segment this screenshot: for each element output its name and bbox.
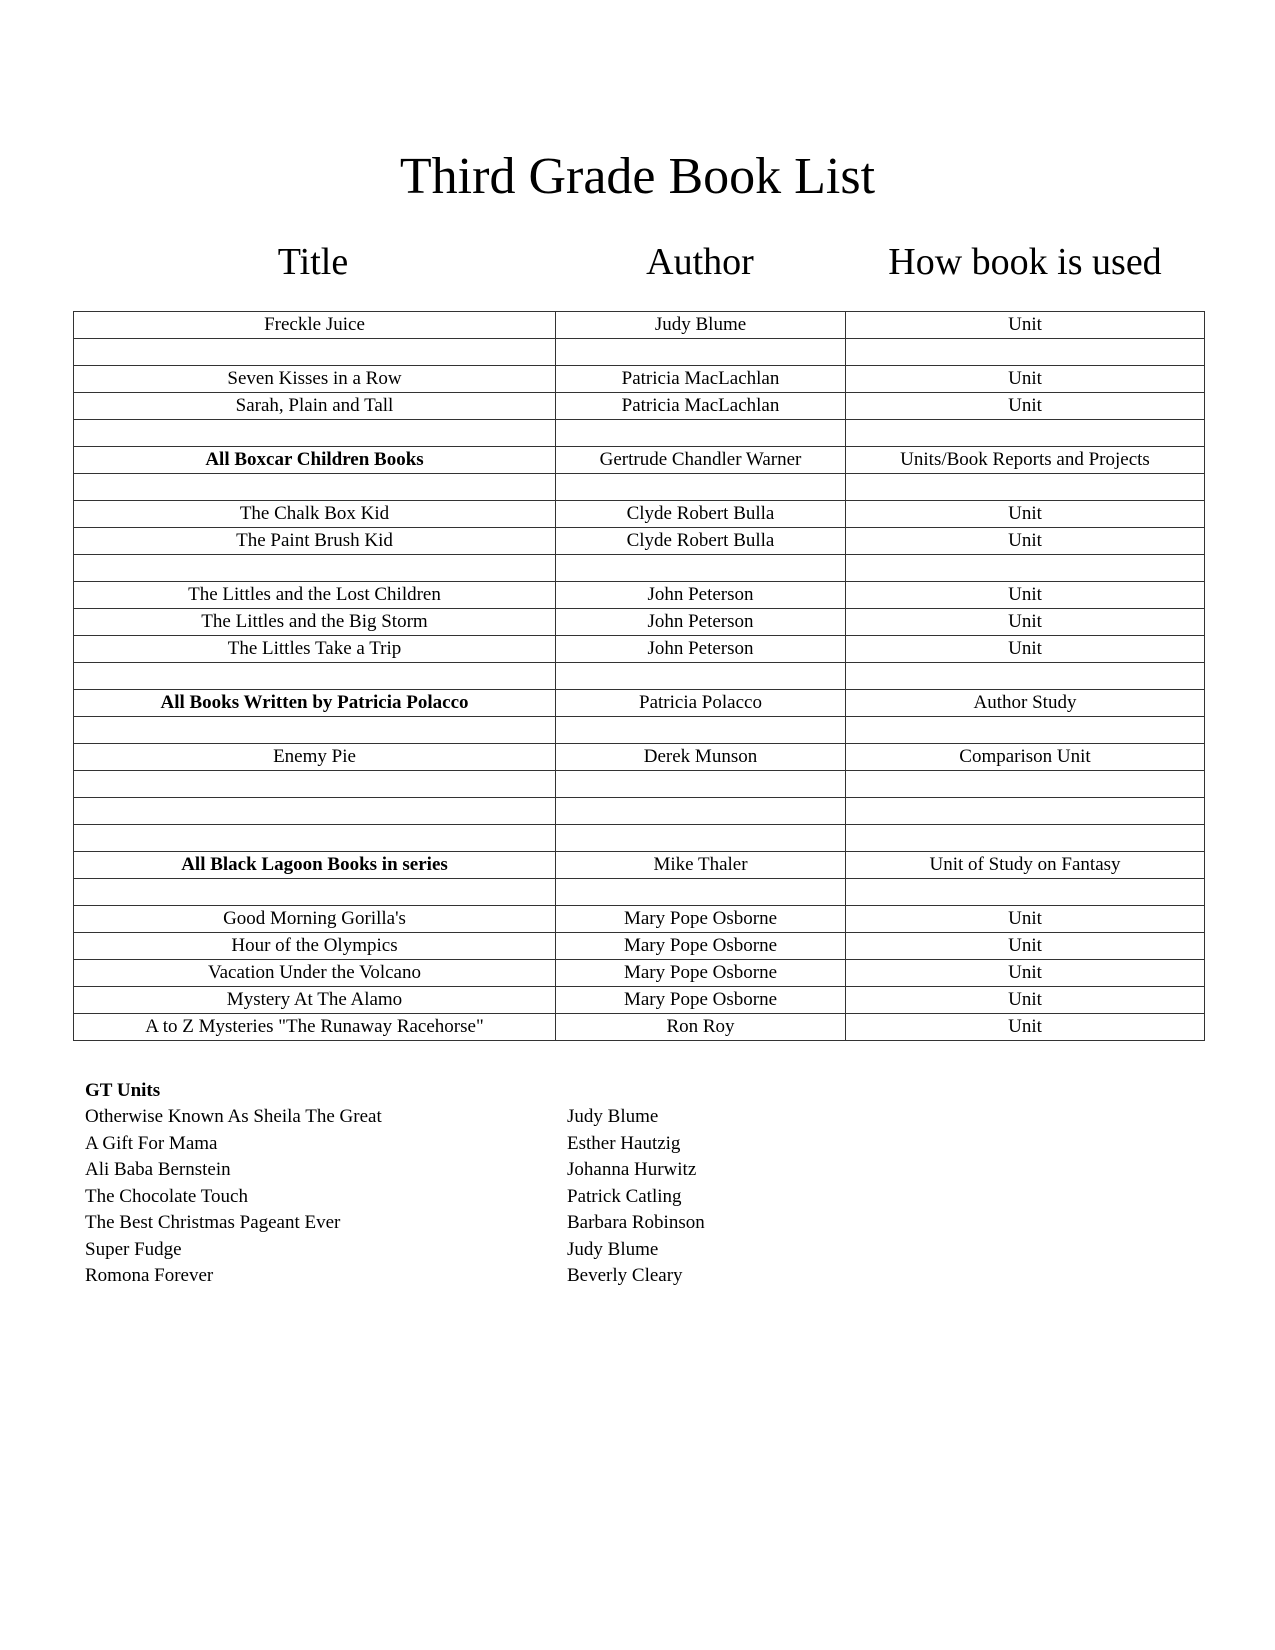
cell-author (556, 474, 846, 501)
list-item (85, 1210, 785, 1237)
table-row (74, 960, 1205, 987)
gt-units-section (85, 1078, 785, 1290)
cell-author (556, 339, 846, 366)
table-row (74, 339, 1205, 366)
cell-author (556, 879, 846, 906)
table-row (74, 771, 1205, 798)
cell-author: Mike Thaler (556, 852, 846, 879)
cell-title: Mystery At The Alamo (74, 987, 556, 1014)
cell-author (556, 420, 846, 447)
gt-units-heading: GT Units (85, 1080, 161, 1101)
gt-book-title: Otherwise Known As Sheila The Great (85, 1106, 382, 1127)
table-row (74, 528, 1205, 555)
cell-title: The Littles and the Big Storm (74, 609, 556, 636)
cell-how-used (846, 825, 1205, 852)
cell-title: A to Z Mysteries "The Runaway Racehorse" (74, 1014, 556, 1041)
cell-author: Patricia MacLachlan (556, 366, 846, 393)
cell-title: The Littles Take a Trip (74, 636, 556, 663)
table-row (74, 987, 1205, 1014)
cell-author: Clyde Robert Bulla (556, 501, 846, 528)
cell-author: John Peterson (556, 636, 846, 663)
gt-book-title: Ali Baba Bernstein (85, 1159, 231, 1180)
table-row (74, 582, 1205, 609)
cell-how-used: Unit (846, 987, 1205, 1014)
cell-author: Patricia Polacco (556, 690, 846, 717)
cell-how-used: Unit (846, 636, 1205, 663)
cell-how-used: Unit (846, 609, 1205, 636)
cell-how-used: Unit of Study on Fantasy (846, 852, 1205, 879)
gt-book-title: Romona Forever (85, 1265, 214, 1286)
cell-title (74, 798, 556, 825)
table-row (74, 717, 1205, 744)
cell-how-used (846, 663, 1205, 690)
cell-author: John Peterson (556, 609, 846, 636)
cell-author (556, 771, 846, 798)
cell-how-used (846, 555, 1205, 582)
cell-author: Derek Munson (556, 744, 846, 771)
cell-how-used: Unit (846, 312, 1205, 339)
gt-book-author: Patrick Catling (567, 1185, 682, 1207)
cell-title: The Littles and the Lost Children (74, 582, 556, 609)
cell-title: Vacation Under the Volcano (74, 960, 556, 987)
cell-how-used (846, 798, 1205, 825)
table-row (74, 636, 1205, 663)
table-row (74, 312, 1205, 339)
table-row (74, 825, 1205, 852)
gt-book-title: The Best Christmas Pageant Ever (85, 1212, 341, 1233)
cell-how-used: Unit (846, 906, 1205, 933)
gt-units-list (85, 1104, 785, 1290)
gt-book-author: Barbara Robinson (567, 1212, 705, 1233)
cell-title (74, 555, 556, 582)
list-item (85, 1184, 785, 1211)
cell-how-used: Unit (846, 393, 1205, 420)
cell-title (74, 339, 556, 366)
table-row (74, 744, 1205, 771)
table-row (74, 366, 1205, 393)
table-row (74, 609, 1205, 636)
cell-title: Hour of the Olympics (74, 933, 556, 960)
table-row (74, 933, 1205, 960)
cell-title: The Paint Brush Kid (74, 528, 556, 555)
table-row (74, 879, 1205, 906)
cell-title: Freckle Juice (74, 312, 556, 339)
gt-book-title: Super Fudge (85, 1238, 182, 1260)
table-row (74, 501, 1205, 528)
table-row (74, 663, 1205, 690)
cell-how-used: Unit (846, 366, 1205, 393)
cell-author: Clyde Robert Bulla (556, 528, 846, 555)
cell-title (74, 663, 556, 690)
cell-how-used: Unit (846, 528, 1205, 555)
table-row (74, 447, 1205, 474)
cell-title (74, 717, 556, 744)
cell-author: Mary Pope Osborne (556, 933, 846, 960)
cell-how-used: Units/Book Reports and Projects (846, 447, 1205, 474)
gt-book-author: Esther Hautzig (567, 1132, 681, 1154)
book-table (73, 311, 1205, 1041)
cell-how-used: Unit (846, 933, 1205, 960)
cell-how-used (846, 474, 1205, 501)
cell-title: All Boxcar Children Books (74, 447, 556, 474)
cell-how-used: Unit (846, 501, 1205, 528)
list-item (85, 1157, 785, 1184)
cell-title (74, 474, 556, 501)
table-row (74, 420, 1205, 447)
table-row (74, 798, 1205, 825)
table-row (74, 906, 1205, 933)
cell-title: The Chalk Box Kid (74, 501, 556, 528)
table-row (74, 1014, 1205, 1041)
cell-title: Enemy Pie (74, 744, 556, 771)
list-item (85, 1263, 785, 1290)
cell-author: Patricia MacLachlan (556, 393, 846, 420)
cell-how-used: Author Study (846, 690, 1205, 717)
column-header-title: Title (277, 241, 349, 283)
cell-title (74, 771, 556, 798)
table-row (74, 690, 1205, 717)
gt-book-author: Beverly Cleary (567, 1265, 683, 1286)
cell-author: Mary Pope Osborne (556, 906, 846, 933)
cell-how-used (846, 339, 1205, 366)
cell-author (556, 825, 846, 852)
column-header-author: Author (646, 241, 754, 283)
list-item (85, 1131, 785, 1158)
gt-book-author: Judy Blume (567, 1238, 659, 1260)
cell-how-used: Unit (846, 960, 1205, 987)
cell-how-used: Comparison Unit (846, 744, 1205, 771)
cell-how-used (846, 420, 1205, 447)
cell-how-used: Unit (846, 1014, 1205, 1041)
cell-author: Mary Pope Osborne (556, 960, 846, 987)
gt-book-title: The Chocolate Touch (85, 1185, 248, 1207)
cell-author: John Peterson (556, 582, 846, 609)
cell-author: Gertrude Chandler Warner (556, 447, 846, 474)
cell-how-used: Unit (846, 582, 1205, 609)
cell-author (556, 717, 846, 744)
column-header-how-used: How book is used (888, 241, 1162, 283)
cell-title: Good Morning Gorilla's (74, 906, 556, 933)
cell-author (556, 798, 846, 825)
cell-author: Judy Blume (556, 312, 846, 339)
cell-title (74, 825, 556, 852)
cell-title: Seven Kisses in a Row (74, 366, 556, 393)
cell-author (556, 555, 846, 582)
table-row (74, 852, 1205, 879)
cell-title: Sarah, Plain and Tall (74, 393, 556, 420)
list-item (85, 1237, 785, 1264)
table-row (74, 474, 1205, 501)
cell-title (74, 879, 556, 906)
cell-how-used (846, 879, 1205, 906)
book-table-body (74, 312, 1205, 1041)
cell-title (74, 420, 556, 447)
gt-book-author: Johanna Hurwitz (567, 1159, 697, 1180)
table-row (74, 393, 1205, 420)
gt-book-title: A Gift For Mama (85, 1132, 218, 1154)
cell-title: All Black Lagoon Books in series (74, 852, 556, 879)
page-title: Third Grade Book List (399, 148, 876, 205)
cell-author: Mary Pope Osborne (556, 987, 846, 1014)
cell-author: Ron Roy (556, 1014, 846, 1041)
list-item (85, 1104, 785, 1131)
gt-book-author: Judy Blume (567, 1106, 659, 1127)
cell-title: All Books Written by Patricia Polacco (74, 690, 556, 717)
cell-how-used (846, 717, 1205, 744)
table-row (74, 555, 1205, 582)
cell-author (556, 663, 846, 690)
cell-how-used (846, 771, 1205, 798)
